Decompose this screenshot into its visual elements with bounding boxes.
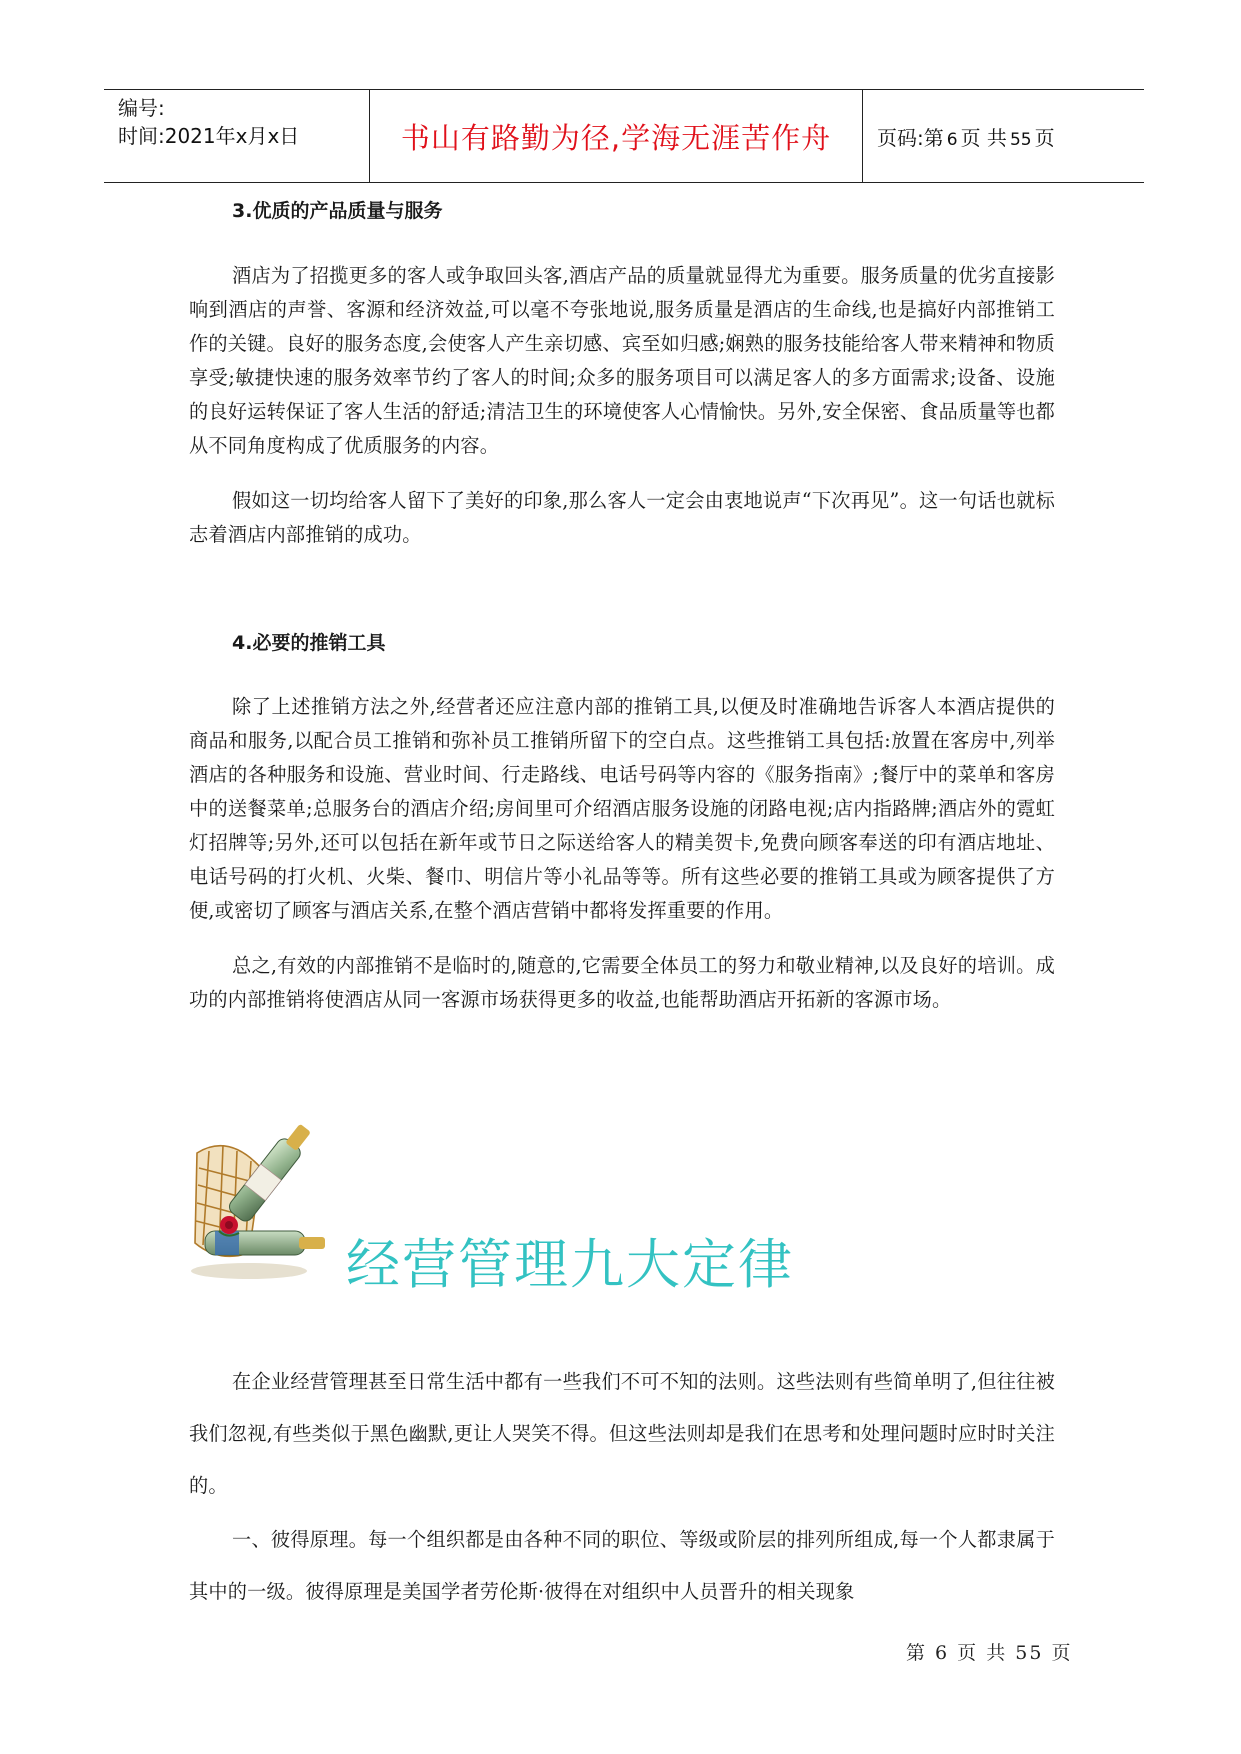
paragraph: 酒店为了招揽更多的客人或争取回头客,酒店产品的质量就显得尤为重要。服务质量的优劣直接影响到酒店的声誉、客源和经济效益,可以毫不夸张地说,服务质量是酒店的生命线,也是搞好内部推销工作的关键。良好的服务态度,会使客人产生亲切感、宾至如归感;娴熟的服务技能给客人带来精神和物质享受;敏捷快速的服务效率节约了客人的时间;众多的服务项目可以满足客人的多方面需求;设备、设施的良好运转保证了客人生活的舒适;清洁卫生的环境使客人心情愉快。另外,安全保密、食品质量等也都从不同角度构成了优质服务的内容。 (189, 264, 1056, 457)
paragraph: 除了上述推销方法之外,经营者还应注意内部的推销工具,以便及时准确地告诉客人本酒店提供的商品和服务,以配合员工推销和弥补员工推销所留下的空白点。这些推销工具包括:放置在客房中,列举酒店的各种服务和设施、营业时间、行走路线、电话号码等内容的《服务指南》;餐厅中的菜单和客房中的送餐菜单;总服务台的酒店介绍;房间里可介绍酒店服务设施的闭路电视;店内指路牌;酒店外的霓虹灯招牌等;另外,还可以包括在新年或节日之际送给客人的精美贺卡,免费向顾客奉送的印有酒店地址、电话号码的打火机、火柴、餐巾、明信片等小礼品等等。所有这些必要的推销工具或为顾客提供了方便,或密切了顾客与酒店关系,在整个酒店营销中都将发挥重要的作用。 (189, 695, 1055, 922)
page-total: 55 (1009, 129, 1032, 150)
page-suffix: 页 (1034, 125, 1055, 150)
section-heading: 4.必要的推销工具 (232, 632, 386, 654)
page-footer: 第 6 页 共 55 页 (906, 1642, 1073, 1664)
section-3 (189, 196, 1055, 552)
page-prefix: 页码:第 (877, 125, 944, 150)
section-heading: 3.优质的产品质量与服务 (232, 200, 443, 222)
paragraph: 一、彼得原理。每一个组织都是由各种不同的职位、等级或阶层的排列所组成,每一个人都隶属于其中的一级。彼得原理是美国学者劳伦斯·彼得在对组织中人员晋升的相关现象 (189, 1528, 1055, 1603)
header-meta-cell (104, 90, 370, 182)
header-page-code (877, 122, 1055, 151)
header-motto: 书山有路勤为径,学海无涯苦作舟 (400, 120, 832, 155)
section-4 (189, 628, 1055, 1017)
page-header (104, 89, 1144, 183)
document-number-label: 编号: (118, 96, 165, 120)
paragraph: 假如这一切均给客人留下了美好的印象,那么客人一定会由衷地说声“下次再见”。这一句话也就标志着酒店内部推销的成功。 (189, 489, 1055, 546)
page-current: 6 (946, 129, 958, 150)
paragraph: 在企业经营管理甚至日常生活中都有一些我们不可不知的法则。这些法则有些简单明了,但往往被我们忽视,有些类似于黑色幽默,更让人哭笑不得。但这些法则却是我们在思考和处理问题时应时时关注的。 (189, 1370, 1055, 1497)
article-body (189, 1356, 1055, 1618)
article-title: 经营管理九大定律 (346, 1233, 794, 1296)
document-time-label: 时间:2021年x月x日 (118, 124, 300, 148)
header-page-cell (863, 90, 1144, 182)
page-mid: 页 共 (960, 125, 1007, 150)
paragraph: 总之,有效的内部推销不是临时的,随意的,它需要全体员工的努力和敬业精神,以及良好的培训。成功的内部推销将使酒店从同一客源市场获得更多的收益,也能帮助酒店开拓新的客源市场。 (189, 954, 1055, 1011)
wine-bottles-illustration (189, 1113, 339, 1283)
header-motto-cell (370, 90, 863, 182)
